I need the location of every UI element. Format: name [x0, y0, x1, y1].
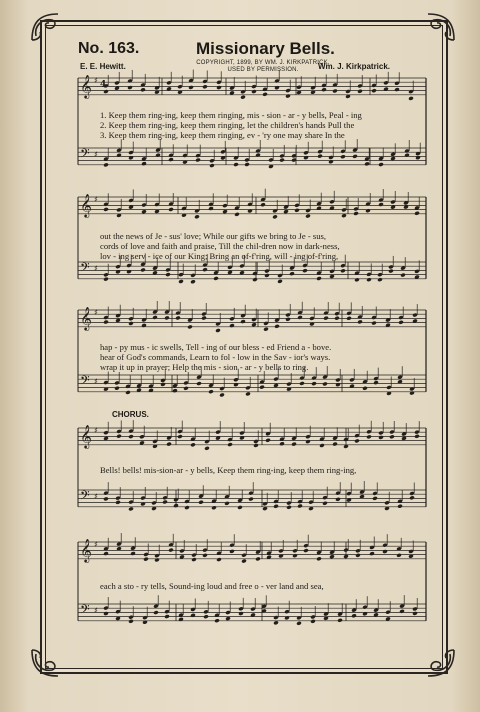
permission-line: USED BY PERMISSION. [227, 67, 299, 73]
note-head [194, 214, 200, 219]
key-signature-sharp-icon: ♯ [94, 492, 98, 501]
note-head [216, 85, 222, 90]
note-head [263, 327, 269, 332]
note-head [371, 88, 377, 93]
note-head [382, 549, 388, 554]
note-head [319, 443, 325, 448]
note-head [305, 214, 311, 219]
note-head [285, 94, 291, 99]
note-head [177, 434, 183, 439]
note-head [229, 549, 235, 554]
chorus-label: CHORUS. [112, 410, 149, 419]
note-head [128, 321, 134, 326]
note-head [248, 497, 254, 502]
bass-clef-icon: 𝄢 [80, 488, 90, 506]
note-head [126, 269, 132, 274]
note-head [213, 276, 219, 281]
note-head [103, 551, 109, 556]
note-head [355, 553, 361, 558]
note-head [292, 553, 298, 558]
note-head [369, 551, 375, 556]
note-head [227, 442, 233, 447]
note-head [141, 209, 147, 214]
lyric-line: Bells! bells! mis-sion-ar - y bells, Keep them ring-ing, keep them ring-ing, [100, 465, 357, 475]
note-head [245, 392, 251, 397]
note-head [229, 323, 235, 328]
note-head [310, 619, 316, 624]
note-head [414, 211, 420, 216]
note-head [390, 156, 396, 161]
note-head [208, 389, 214, 394]
note-head [162, 500, 168, 505]
note-head [399, 609, 405, 614]
note-head [396, 553, 402, 558]
treble-clef-icon: 𝄞 [80, 306, 92, 330]
note-head [128, 619, 134, 624]
note-head [274, 324, 280, 329]
note-head [415, 155, 421, 160]
note-head [272, 214, 278, 219]
note-head [322, 382, 328, 387]
note-head [354, 439, 360, 444]
note-head [244, 162, 250, 167]
note-head [302, 268, 308, 273]
note-head [184, 505, 190, 510]
note-head [202, 553, 208, 558]
note-head [284, 615, 290, 620]
note-head [352, 154, 358, 159]
note-head [372, 496, 378, 501]
note-head [259, 385, 265, 390]
note-head [365, 208, 371, 213]
note-head [153, 610, 159, 615]
note-head [165, 272, 171, 277]
note-head [274, 85, 280, 90]
note-head [141, 161, 147, 166]
note-head [191, 557, 197, 562]
note-head [253, 443, 259, 448]
treble-clef-icon: 𝄞 [80, 424, 92, 448]
note-head [140, 87, 146, 92]
note-head [279, 441, 285, 446]
note-head [187, 325, 193, 330]
note-head [371, 321, 377, 326]
note-head [183, 386, 189, 391]
note-head [340, 268, 346, 273]
note-head [195, 158, 201, 163]
note-head [116, 153, 122, 158]
bass-clef-icon: 𝄢 [80, 602, 90, 620]
note-head [291, 442, 297, 447]
note-head [252, 277, 258, 282]
note-head [414, 434, 420, 439]
note-head [255, 556, 261, 561]
note-head [364, 161, 370, 166]
note-head [178, 279, 184, 284]
lyric-line: hap - py mus - ic swells, Tell - ing of our bless - ed Friend a - bove. [100, 342, 332, 352]
note-head [168, 548, 174, 553]
note-head [264, 273, 270, 278]
key-signature-sharp-icon: ♯ [94, 426, 98, 435]
note-head [316, 556, 322, 561]
note-head [202, 84, 208, 89]
note-head [296, 621, 302, 626]
composer-credit: E. E. Hewitt. [80, 62, 126, 71]
lyric-line: lov - ing serv - ice of our King; Bring an of-f'ring, will - ing of-f'ring, [100, 251, 339, 261]
lyric-line: cords of love and faith and praise, Till the chil-dren now in dark-ness, [100, 241, 340, 251]
note-head [285, 317, 291, 322]
note-head [389, 434, 395, 439]
note-head [214, 618, 220, 623]
note-head [332, 442, 338, 447]
note-head [155, 153, 161, 158]
note-head [273, 504, 279, 509]
note-head [103, 207, 109, 212]
note-head [209, 163, 215, 168]
note-head [114, 386, 120, 391]
copyright-line: COPYRIGHT, 1899, BY WM. J. KIRKPATRICK. [196, 60, 330, 66]
note-head [346, 316, 352, 321]
note-head [154, 558, 160, 563]
note-head [201, 316, 207, 321]
note-head [234, 212, 240, 217]
note-head [127, 85, 133, 90]
note-head [116, 434, 122, 439]
note-head [164, 315, 170, 320]
key-signature-sharp-icon: ♯ [94, 308, 98, 317]
note-head [303, 548, 309, 553]
note-head [409, 391, 415, 396]
hymn-number: No. 163. [78, 40, 140, 57]
note-head [237, 505, 243, 510]
bass-clef-icon: 𝄢 [80, 146, 90, 164]
key-signature-sharp-icon: ♯ [94, 264, 98, 273]
note-head [297, 315, 303, 320]
note-head [103, 611, 109, 616]
note-head [168, 157, 174, 162]
note-head [377, 277, 383, 282]
note-head [357, 89, 363, 94]
note-head [103, 162, 109, 167]
note-head [190, 613, 196, 618]
treble-clef-icon: 𝄞 [80, 74, 92, 98]
note-head [321, 87, 327, 92]
key-signature-sharp-icon: ♯ [94, 377, 98, 386]
note-head [224, 501, 230, 506]
lyric-line: 1. Keep them ring-ing, keep them ringing, mis - sion - ar - y bells, Peal - ing [100, 110, 362, 120]
hymn-title: Missionary Bells. [196, 39, 335, 58]
lyric-line: hear of God's commands, Learn to fol - low in the Sav - ior's ways. [100, 352, 331, 362]
note-head [202, 267, 208, 272]
note-head [164, 614, 170, 619]
note-head [322, 501, 328, 506]
note-head [251, 89, 257, 94]
note-head [335, 497, 341, 502]
note-head [219, 393, 225, 398]
note-head [103, 277, 109, 282]
key-signature-sharp-icon: ♯ [94, 195, 98, 204]
note-head [332, 89, 338, 94]
time-signature: 4 [100, 80, 107, 90]
note-head [351, 613, 357, 618]
note-head [366, 277, 372, 282]
note-head [311, 381, 317, 386]
key-signature-sharp-icon: ♯ [94, 540, 98, 549]
note-head [378, 435, 384, 440]
note-head [378, 202, 384, 207]
note-head [378, 162, 384, 167]
note-head [305, 439, 311, 444]
note-head [190, 442, 196, 447]
note-head [335, 382, 341, 387]
bass-clef-icon: 𝄢 [80, 260, 90, 278]
note-head [297, 504, 303, 509]
note-head [140, 268, 146, 273]
note-head [233, 382, 239, 387]
note-head [211, 505, 217, 510]
note-head [160, 382, 166, 387]
lyric-line: 3. Keep them ring-ing, keep them ringing, ev - 'ry one may share In the [100, 130, 345, 140]
note-head [128, 434, 134, 439]
note-head [337, 618, 343, 623]
treble-clef-icon: 𝄞 [80, 193, 92, 217]
note-head [241, 559, 247, 564]
note-head [203, 614, 209, 619]
note-head [103, 320, 109, 325]
note-head [373, 380, 379, 385]
note-head [238, 611, 244, 616]
note-head [188, 85, 194, 90]
note-head [240, 319, 246, 324]
note-head [294, 208, 300, 213]
key-signature-sharp-icon: ♯ [94, 150, 98, 159]
note-head [334, 316, 340, 321]
lyric-line: 2. Keep them ring-ing, keep them ringing, let the children's hands Pull the [100, 120, 355, 130]
note-head [323, 316, 329, 321]
note-head [408, 96, 414, 101]
note-head [265, 438, 271, 443]
note-head [204, 446, 210, 451]
note-head [340, 154, 346, 159]
note-head [412, 611, 418, 616]
note-head [404, 153, 410, 158]
note-head [303, 155, 309, 160]
note-head [140, 501, 146, 506]
note-head [362, 386, 368, 391]
note-head [152, 315, 158, 320]
note-head [166, 442, 172, 447]
note-head [168, 207, 174, 212]
note-head [103, 496, 109, 501]
note-head [317, 154, 323, 159]
note-head [216, 557, 222, 562]
note-head [400, 273, 406, 278]
note-head [353, 211, 359, 216]
note-head [260, 202, 266, 207]
note-head [366, 434, 372, 439]
note-head [279, 158, 285, 163]
bass-clef-icon: 𝄢 [80, 373, 90, 391]
note-head [125, 390, 131, 395]
note-head [130, 551, 136, 556]
note-head [354, 277, 360, 282]
note-head [208, 206, 214, 211]
note-head [240, 95, 246, 100]
note-head [328, 159, 334, 164]
note-head [115, 500, 121, 505]
note-head [175, 316, 181, 321]
note-head [394, 87, 400, 92]
key-signature-sharp-icon: ♯ [94, 76, 98, 85]
key-signature-sharp-icon: ♯ [94, 606, 98, 615]
note-head [128, 507, 134, 512]
lyric-line: each a sto - ry tells, Sound-ing loud and free o - ver land and sea, [100, 581, 324, 591]
note-head [357, 319, 363, 324]
note-head [299, 381, 305, 386]
note-head [316, 276, 322, 281]
note-head [251, 322, 257, 327]
note-head [409, 495, 415, 500]
note-head [190, 279, 196, 284]
note-head [273, 620, 279, 625]
note-head [289, 271, 295, 276]
note-head [388, 269, 394, 274]
lyric-line: wrap it up in prayer; Help the mis - sion - ar - y bells to ring. [100, 362, 309, 372]
note-head [143, 557, 149, 562]
note-head [397, 504, 403, 509]
treble-clef-icon: 𝄞 [80, 538, 92, 562]
note-head [172, 388, 178, 393]
note-head [233, 162, 239, 167]
note-head [262, 92, 268, 97]
note-head [398, 320, 404, 325]
note-head [198, 500, 204, 505]
lyricist-credit: Wm. J. Kirkpatrick. [318, 62, 391, 71]
note-head [196, 381, 202, 386]
note-head [329, 554, 335, 559]
note-head [286, 505, 292, 510]
note-head [277, 279, 283, 284]
note-head [215, 328, 221, 333]
lyric-line: out the news of Je - sus' love; While our gifts we bring to Je - sus, [100, 231, 326, 241]
